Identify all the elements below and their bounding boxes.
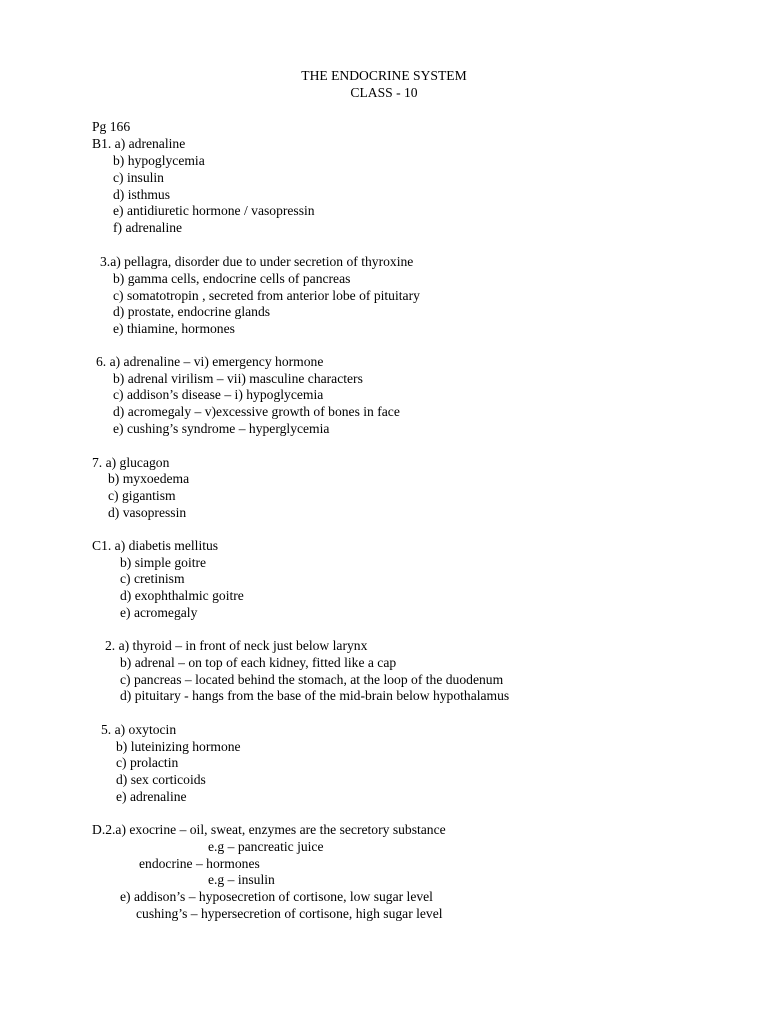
answer-line: d) isthmus bbox=[113, 187, 171, 202]
answer-line: endocrine – hormones bbox=[139, 856, 260, 871]
answer-line: C1. a) diabetis mellitus bbox=[92, 538, 219, 553]
answer-line: d) pituitary - hangs from the base of the mid-brain below hypothalamus bbox=[120, 688, 510, 703]
page-reference: Pg 166 bbox=[92, 119, 131, 134]
answer-line: 3.a) pellagra, disorder due to under secretion of thyroxine bbox=[100, 254, 414, 269]
answer-line: 6. a) adrenaline – vi) emergency hormone bbox=[96, 354, 324, 369]
answer-line: e) antidiuretic hormone / vasopressin bbox=[113, 203, 315, 218]
answer-line: b) hypoglycemia bbox=[113, 153, 205, 168]
document-title: THE ENDOCRINE SYSTEM bbox=[301, 68, 467, 83]
answer-line: B1. a) adrenaline bbox=[92, 136, 186, 151]
answer-line: 7. a) glucagon bbox=[92, 455, 170, 470]
answer-line: d) prostate, endocrine glands bbox=[113, 304, 271, 319]
answer-line: d) vasopressin bbox=[108, 505, 187, 520]
answer-line: b) simple goitre bbox=[120, 555, 207, 570]
answer-line: c) cretinism bbox=[120, 571, 185, 586]
answer-line: c) somatotropin , secreted from anterior lobe of pituitary bbox=[113, 288, 420, 303]
answer-line: f) adrenaline bbox=[113, 220, 183, 235]
answer-line: 5. a) oxytocin bbox=[101, 722, 177, 737]
answer-line: d) sex corticoids bbox=[116, 772, 206, 787]
answer-line: c) gigantism bbox=[108, 488, 176, 503]
answer-line: e) addison’s – hyposecretion of cortisone, low sugar level bbox=[120, 889, 433, 904]
answer-line: e.g – pancreatic juice bbox=[208, 839, 324, 854]
answer-line: e) adrenaline bbox=[116, 789, 187, 804]
answer-line: D.2.a) exocrine – oil, sweat, enzymes are the secretory substance bbox=[92, 822, 446, 837]
answer-line: 2. a) thyroid – in front of neck just below larynx bbox=[105, 638, 368, 653]
answer-line: e.g – insulin bbox=[208, 872, 275, 887]
answer-line: d) acromegaly – v)excessive growth of bones in face bbox=[113, 404, 400, 419]
answer-line: e) cushing’s syndrome – hyperglycemia bbox=[113, 421, 330, 436]
answer-line: cushing’s – hypersecretion of cortisone, high sugar level bbox=[136, 906, 443, 921]
answer-line: d) exophthalmic goitre bbox=[120, 588, 244, 603]
document-class: CLASS - 10 bbox=[350, 85, 418, 100]
answer-line: c) prolactin bbox=[116, 755, 179, 770]
answer-line: e) thiamine, hormones bbox=[113, 321, 235, 336]
answer-line: c) pancreas – located behind the stomach, at the loop of the duodenum bbox=[120, 672, 504, 687]
answer-line: b) adrenal virilism – vii) masculine characters bbox=[113, 371, 363, 386]
answer-line: b) myxoedema bbox=[108, 471, 190, 486]
answer-line: c) insulin bbox=[113, 170, 164, 185]
answer-line: b) adrenal – on top of each kidney, fitted like a cap bbox=[120, 655, 397, 670]
answer-line: b) luteinizing hormone bbox=[116, 739, 241, 754]
answer-line: c) addison’s disease – i) hypoglycemia bbox=[113, 387, 324, 402]
answer-line: b) gamma cells, endocrine cells of pancreas bbox=[113, 271, 351, 286]
answer-line: e) acromegaly bbox=[120, 605, 198, 620]
